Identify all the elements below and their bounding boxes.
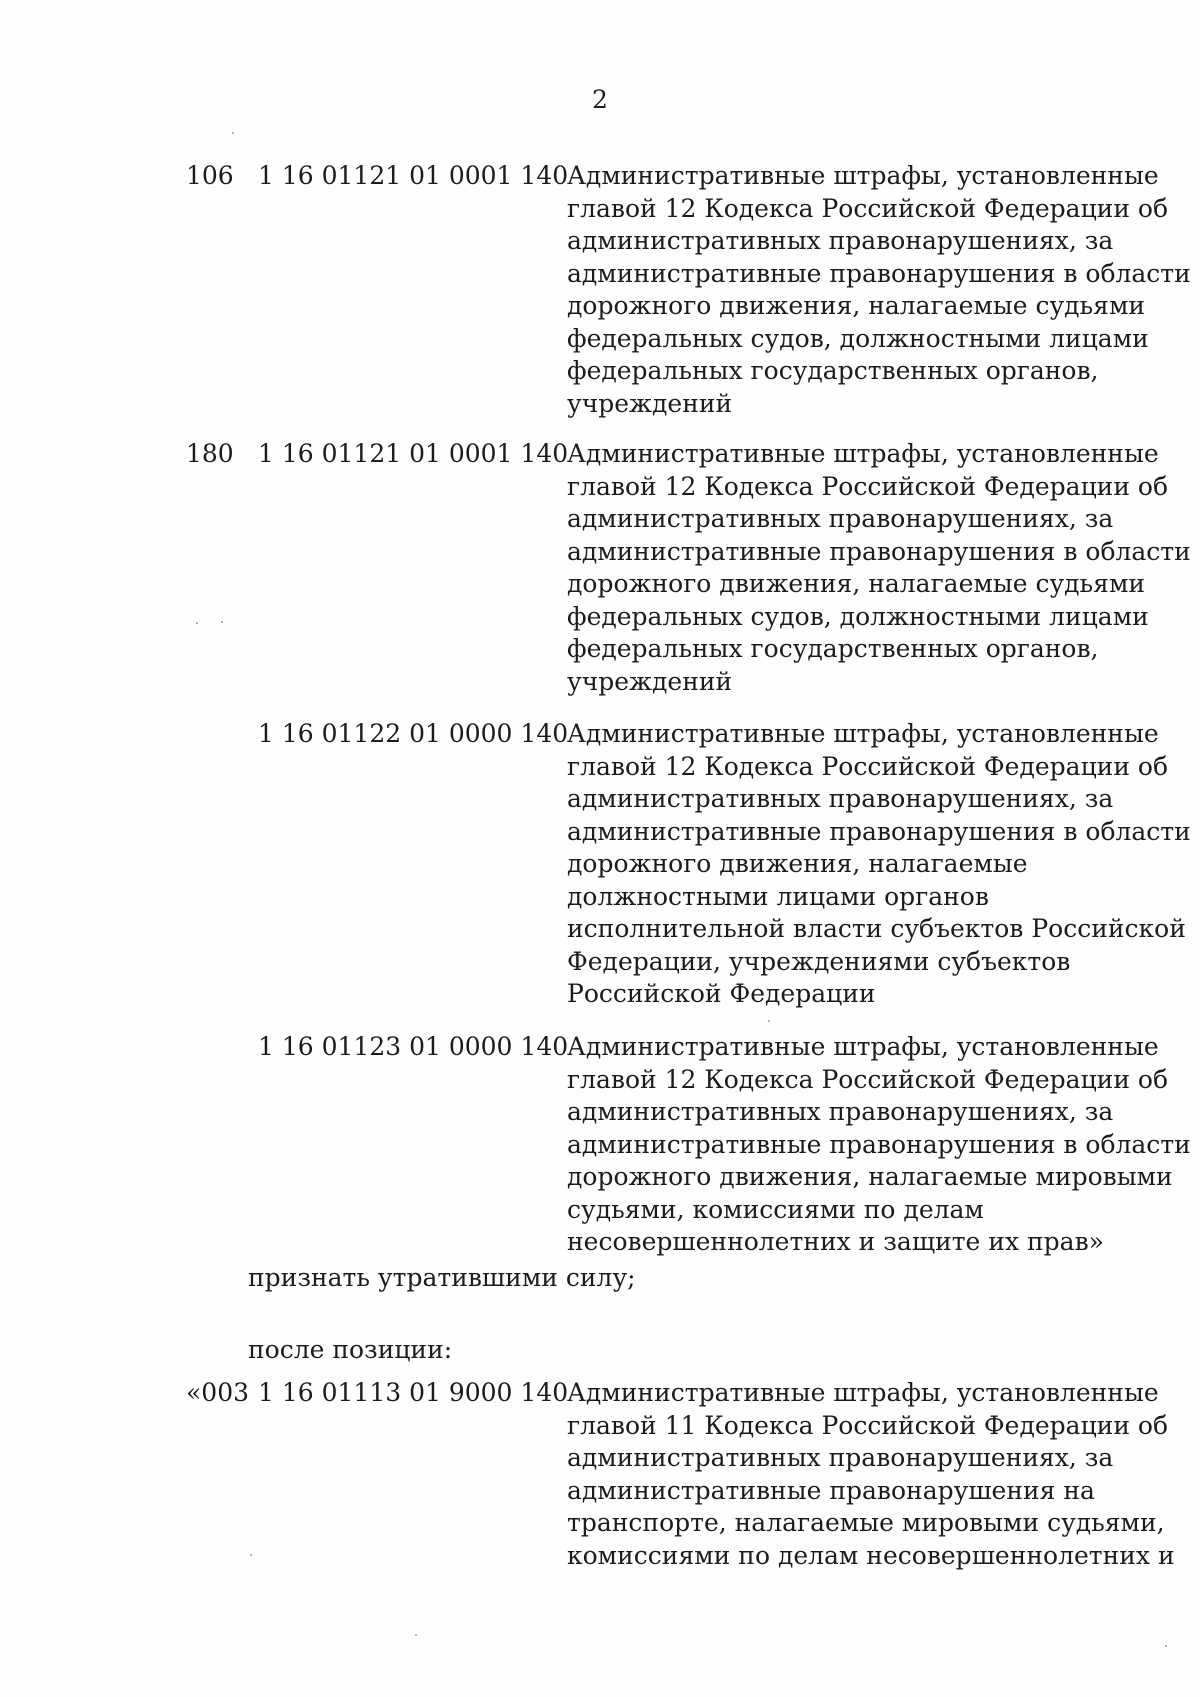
entry-description (567, 1031, 1191, 1259)
description-line: дорожного движения, налагаемые судьями (567, 569, 1146, 598)
description-line: Административные штрафы, установленные (567, 161, 1159, 190)
scan-speck (196, 622, 198, 624)
description-line: учреждений (567, 666, 733, 696)
description-line: федеральных государственных органов, (567, 634, 1099, 663)
description-line: учреждений (567, 388, 733, 418)
description-line: должностными лицами органов (567, 881, 989, 911)
description-line: комиссиями по делам несовершеннолетних и (567, 1540, 1175, 1570)
description-line: Административные штрафы, установленные (567, 1032, 1159, 1061)
scan-speck (768, 1020, 770, 1022)
description-line: административных правонарушениях, за (567, 784, 1114, 813)
description-line: дорожного движения, налагаемые (567, 849, 1028, 878)
description-line: административные правонарушения в области (567, 1129, 1191, 1159)
description-line: административные правонарушения в области (567, 258, 1191, 288)
description-line: федеральных судов, должностными лицами (567, 601, 1149, 631)
description-line: несовершеннолетних и защите их прав» (567, 1227, 1104, 1256)
admin-code: «003 (186, 1378, 250, 1407)
description-line: главой 12 Кодекса Российской Федерации об (567, 471, 1169, 501)
page-number: 2 (592, 85, 608, 114)
description-line: административных правонарушениях, за (567, 1443, 1114, 1472)
repeal-instruction: признать утратившими силу; (248, 1263, 636, 1292)
scan-speck (232, 132, 234, 134)
description-line: федеральных государственных органов, (567, 356, 1099, 385)
entry-description (567, 1377, 1175, 1572)
description-line: административных правонарушениях, за (567, 1097, 1114, 1126)
after-position-instruction: после позиции: (248, 1335, 453, 1364)
scan-speck (250, 1554, 252, 1556)
description-line: административных правонарушениях, за (567, 504, 1114, 533)
description-line: судьями, комиссиями по делам (567, 1194, 984, 1224)
description-line: дорожного движения, налагаемые мировыми (567, 1162, 1173, 1191)
entry-description (567, 438, 1191, 698)
description-line: дорожного движения, налагаемые судьями (567, 291, 1146, 320)
budget-classification-code: 1 16 01113 01 9000 140 (258, 1378, 569, 1407)
description-line: главой 12 Кодекса Российской Федерации об (567, 193, 1169, 223)
admin-code: 180 (186, 439, 234, 468)
budget-classification-code: 1 16 01123 01 0000 140 (258, 1032, 569, 1061)
description-line: транспорте, налагаемые мировыми судьями, (567, 1508, 1165, 1537)
description-line: административные правонарушения в области (567, 536, 1191, 566)
description-line: Административные штрафы, установленные (567, 719, 1159, 748)
budget-classification-code: 1 16 01121 01 0001 140 (258, 161, 569, 190)
entry-description (567, 718, 1191, 1011)
description-line: главой 12 Кодекса Российской Федерации об (567, 1064, 1169, 1094)
description-line: Российской Федерации (567, 979, 876, 1008)
scan-speck (1165, 1645, 1167, 1647)
description-line: административные правонарушения на (567, 1475, 1095, 1505)
description-line: исполнительной власти субъектов Российской (567, 914, 1186, 943)
description-line: Федерации, учреждениями субъектов (567, 946, 1071, 976)
admin-code: 106 (186, 161, 234, 190)
entry-description (567, 160, 1191, 420)
description-line: Административные штрафы, установленные (567, 439, 1159, 468)
description-line: Административные штрафы, установленные (567, 1378, 1159, 1407)
description-line: административных правонарушениях, за (567, 226, 1114, 255)
description-line: административные правонарушения в области (567, 816, 1191, 846)
budget-classification-code: 1 16 01122 01 0000 140 (258, 719, 569, 748)
description-line: главой 11 Кодекса Российской Федерации об (567, 1410, 1169, 1440)
scan-speck (221, 621, 223, 623)
description-line: главой 12 Кодекса Российской Федерации об (567, 751, 1169, 781)
description-line: федеральных судов, должностными лицами (567, 323, 1149, 353)
scan-speck (415, 1634, 417, 1636)
budget-classification-code: 1 16 01121 01 0001 140 (258, 439, 569, 468)
